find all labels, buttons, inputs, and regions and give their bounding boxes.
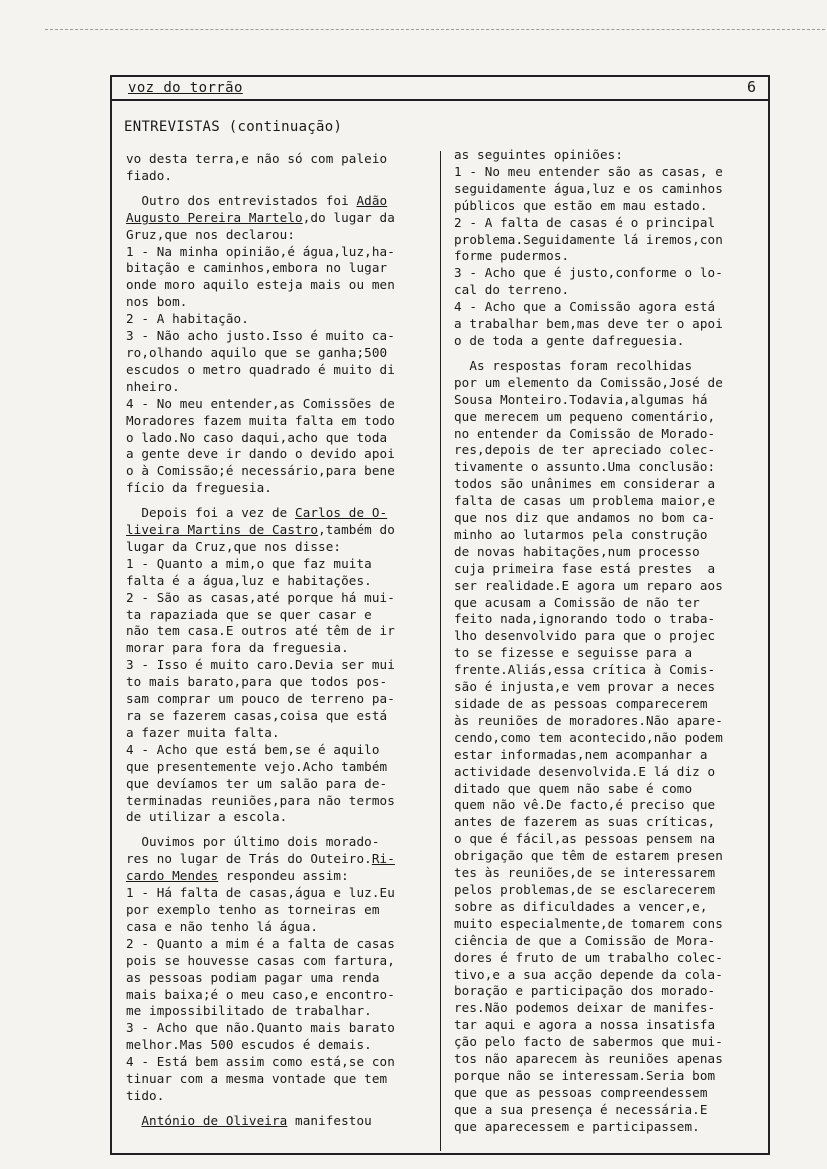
line-text: falta é a água,luz e habitações.: [126, 572, 372, 588]
text-line: [126, 1037, 431, 1054]
line-text: casa e não tenho lá água.: [126, 918, 319, 934]
line-text: a gente deve ir dando o devido apoi: [126, 446, 395, 462]
line-text: de novas habitações,num processo: [454, 543, 700, 559]
text-line: [126, 210, 431, 227]
left-column: [126, 151, 431, 1130]
line-text: 1 - No meu entender são as casas, e: [454, 163, 723, 179]
line-text: são é injusta,e vem provar a neces: [454, 679, 716, 695]
paragraph-gap: [126, 185, 431, 193]
line-text: 4 - Está bem assim como está,se con: [126, 1054, 395, 1070]
text-line: [126, 885, 431, 902]
text-line: [454, 747, 759, 764]
text-line: [126, 446, 431, 463]
line-text: muito especialmente,de tomarem cons: [454, 915, 723, 931]
line-text: manifestou: [287, 1112, 372, 1128]
line-text: por um elemento da Comissão,José de: [454, 374, 723, 390]
text-line: [126, 590, 431, 607]
underlined-name: Augusto Pereira Martelo: [126, 209, 303, 225]
line-text: todos são unânimes em considerar a: [454, 476, 716, 492]
line-text: a fazer muita falta.: [126, 724, 280, 740]
column-divider: [440, 151, 441, 1151]
text-line: [454, 1119, 759, 1136]
text-line: [454, 493, 759, 510]
line-text: ciência de que a Comissão de Mora-: [454, 932, 716, 948]
text-line: [126, 277, 431, 294]
text-line: [454, 248, 759, 265]
line-text: frente.Aliás,essa crítica à Comis-: [454, 662, 716, 678]
text-line: [454, 899, 759, 916]
line-text: que nos diz que andamos no bom ca-: [454, 510, 716, 526]
line-text: sobre as dificuldades a vencer,e,: [454, 898, 708, 914]
text-line: [454, 375, 759, 392]
text-line: [126, 1003, 431, 1020]
line-text: 1 - Quanto a mim,o que faz muita: [126, 555, 372, 571]
text-line: [126, 413, 431, 430]
text-line: [126, 708, 431, 725]
line-text: sam comprar um pouco de terreno pa-: [126, 691, 395, 707]
line-text: que presentemente vejo.Acho também: [126, 758, 388, 774]
text-line: [126, 463, 431, 480]
line-text: 2 - A habitação.: [126, 311, 249, 327]
line-text: ro,olhando aquilo que se ganha;500: [126, 344, 388, 360]
line-text: res no lugar de Trás do Outeiro.: [126, 851, 372, 867]
line-text: Sousa Monteiro.Todavia,algumas há: [454, 391, 708, 407]
line-text: escudos o metro quadrado é muito di: [126, 361, 395, 377]
line-text: que aparecessem e participassem.: [454, 1118, 700, 1134]
line-text: morar para fora da freguesia.: [126, 640, 349, 656]
line-text: nos bom.: [126, 294, 188, 310]
line-text: tos não aparecem às reuniões apenas: [454, 1051, 723, 1067]
text-line: [454, 781, 759, 798]
line-text: pois se houvesse casas com fartura,: [126, 952, 395, 968]
text-line: [454, 967, 759, 984]
text-line: [454, 713, 759, 730]
line-text: que a sua presença é necessária.E: [454, 1101, 708, 1117]
line-text: forme pudermos.: [454, 248, 570, 264]
text-line: [454, 696, 759, 713]
text-line: [126, 623, 431, 640]
text-line: [454, 442, 759, 459]
line-text: problema.Seguidamente lá iremos,con: [454, 231, 723, 247]
line-text: me impossibilitado de trabalhar.: [126, 1003, 372, 1019]
text-line: [454, 662, 759, 679]
page-number: 6: [746, 78, 756, 96]
text-line: [454, 198, 759, 215]
line-text: onde moro aquilo esteja mais ou men: [126, 277, 395, 293]
text-line: [454, 215, 759, 232]
text-line: [126, 480, 431, 497]
line-text: ser realidade.E agora um reparo aos: [454, 577, 723, 593]
text-line: [454, 1085, 759, 1102]
text-line: [454, 916, 759, 933]
text-line: [126, 953, 431, 970]
text-line: [454, 561, 759, 578]
line-text: quem não vê.De facto,é preciso que: [454, 797, 716, 813]
line-text: por exemplo tenho as torneiras em: [126, 901, 380, 917]
line-text: seguidamente água,luz e os caminhos: [454, 180, 723, 196]
text-line: [126, 396, 431, 413]
text-line: [126, 640, 431, 657]
line-text: Gruz,que nos declarou:: [126, 226, 296, 242]
text-line: [454, 459, 759, 476]
text-line: [454, 426, 759, 443]
text-line: [454, 882, 759, 899]
line-text: 3 - Isso é muito caro.Devia ser mui: [126, 657, 395, 673]
line-text: feito nada,ignorando todo o traba-: [454, 611, 716, 627]
text-line: [454, 950, 759, 967]
text-line: [126, 759, 431, 776]
text-line: [126, 936, 431, 953]
text-line: [126, 674, 431, 691]
line-text: pelos problemas,de se esclarecerem: [454, 881, 716, 897]
line-text: antes de fazerem as suas críticas,: [454, 814, 716, 830]
paragraph-gap: [454, 350, 759, 358]
line-text: no entender da Comissão de Morado-: [454, 425, 716, 441]
text-line: [126, 505, 431, 522]
line-text: to mais barato,para que todos pos-: [126, 674, 388, 690]
line-text: terminadas reuniões,para não termos: [126, 792, 395, 808]
line-text: res.Não podemos deixar de manifes-: [454, 1000, 716, 1016]
line-text: tinuar com a mesma vontade que tem: [126, 1071, 388, 1087]
line-text: cendo,como tem acontecido,não podem: [454, 729, 723, 745]
text-line: [454, 983, 759, 1000]
underlined-name: cardo Mendes: [126, 868, 219, 884]
line-text: que acusam a Comissão de não ter: [454, 594, 700, 610]
text-line: [126, 193, 431, 210]
text-line: [126, 151, 431, 168]
text-line: [454, 645, 759, 662]
line-text: Ouvimos por último dois morado-: [126, 834, 380, 850]
line-text: ,do lugar da: [302, 209, 395, 225]
text-line: [126, 851, 431, 868]
text-line: [126, 294, 431, 311]
line-text: o lado.No caso daqui,acho que toda: [126, 429, 388, 445]
line-text: minho ao lutarmos pela construção: [454, 526, 708, 542]
text-line: [454, 595, 759, 612]
text-line: [454, 147, 759, 164]
text-line: [454, 679, 759, 696]
line-text: Moradores fazem muita falta em todo: [126, 412, 395, 428]
line-text: nheiro.: [126, 378, 180, 394]
line-text: cal do terreno.: [454, 282, 570, 298]
text-line: [454, 333, 759, 350]
text-line: [126, 328, 431, 345]
text-line: [126, 522, 431, 539]
line-text: que devíamos ter um salão para de-: [126, 775, 388, 791]
line-text: fiado.: [126, 167, 173, 183]
page-frame: [110, 75, 770, 1155]
text-line: [126, 1071, 431, 1088]
line-text: ,também do: [318, 522, 395, 538]
text-line: [454, 232, 759, 249]
text-line: [126, 834, 431, 851]
line-text: estar informadas,nem acompanhar a: [454, 746, 708, 762]
line-text: cuja primeira fase está prestes a: [454, 560, 716, 576]
text-line: [126, 1020, 431, 1037]
text-line: [454, 1102, 759, 1119]
text-line: [126, 260, 431, 277]
text-line: [126, 1054, 431, 1071]
line-text: 1 - Na minha opinião,é água,luz,ha-: [126, 243, 395, 259]
line-text: tivamente o assunto.Uma conclusão:: [454, 459, 716, 475]
text-line: [454, 1017, 759, 1034]
text-line: [126, 809, 431, 826]
line-text: 3 - Acho que não.Quanto mais barato: [126, 1020, 395, 1036]
publication-title: voz do torrão: [128, 80, 243, 96]
line-text: o que é fácil,as pessoas pensem na: [454, 831, 716, 847]
text-line: [126, 776, 431, 793]
line-text: as seguintes opiniões:: [454, 147, 624, 162]
text-line: [126, 573, 431, 590]
text-line: [454, 865, 759, 882]
text-line: [454, 1000, 759, 1017]
line-text: as pessoas podiam pagar uma renda: [126, 969, 380, 985]
text-line: [454, 316, 759, 333]
line-text: lho desenvolvido para que o projec: [454, 628, 716, 644]
line-text: tar aqui e agora a nossa insatisfa: [454, 1017, 716, 1033]
line-text: 4 - Acho que está bem,se é aquilo: [126, 741, 380, 757]
text-line: [126, 1088, 431, 1105]
text-line: [454, 1051, 759, 1068]
line-text: não tem casa.E outros até têm de ir: [126, 623, 395, 639]
section-title: ENTREVISTAS (continuação): [124, 119, 343, 135]
text-line: [454, 578, 759, 595]
text-line: [454, 282, 759, 299]
text-line: [126, 379, 431, 396]
line-text: actividade desenvolvida.E lá diz o: [454, 763, 716, 779]
line-text: que que as pessoas compreendessem: [454, 1084, 708, 1100]
text-line: [126, 657, 431, 674]
line-text: tido.: [126, 1087, 165, 1103]
line-text: às reuniões de moradores.Não apare-: [454, 712, 723, 728]
text-line: [454, 265, 759, 282]
line-text: a trabalhar bem,mas deve ter o apoi: [454, 316, 723, 332]
line-text: Outro dos entrevistados foi: [126, 192, 357, 208]
line-text: 3 - Acho que é justo,conforme o lo-: [454, 265, 723, 281]
line-text: to se fizesse e seguisse para a: [454, 645, 693, 661]
text-line: [454, 611, 759, 628]
text-line: [126, 227, 431, 244]
line-text: 3 - Não acho justo.Isso é muito ca-: [126, 328, 395, 344]
text-line: [454, 510, 759, 527]
text-line: [126, 970, 431, 987]
line-text: sidade de as pessoas comparecerem: [454, 696, 708, 711]
text-line: [454, 476, 759, 493]
line-text: públicos que estão em mau estado.: [454, 197, 708, 213]
text-line: [454, 181, 759, 198]
line-text: 2 - Quanto a mim é a falta de casas: [126, 935, 395, 951]
text-line: [454, 730, 759, 747]
line-text: tes às reuniões,de se interessarem: [454, 865, 716, 881]
line-text: res,depois de ter apreciado colec-: [454, 442, 716, 458]
line-text: respondeu assim:: [218, 868, 349, 884]
line-text: melhor.Mas 500 escudos é demais.: [126, 1037, 372, 1053]
line-text: lugar da Cruz,que nos disse:: [126, 538, 342, 554]
line-text: 1 - Há falta de casas,água e luz.Eu: [126, 885, 395, 901]
line-text: de utilizar a escola.: [126, 809, 288, 825]
line-text: o à Comissão;é necessário,para bene: [126, 463, 395, 479]
line-text: falta de casas um problema maior,e: [454, 493, 716, 509]
text-line: [454, 358, 759, 375]
text-line: [126, 1113, 431, 1130]
line-text: mais baixa;é o meu caso,e encontro-: [126, 986, 395, 1002]
text-line: [454, 797, 759, 814]
text-line: [454, 848, 759, 865]
text-line: [126, 556, 431, 573]
text-line: [454, 628, 759, 645]
line-text: ção pelo facto de sabermos que mui-: [454, 1034, 723, 1050]
text-line: [126, 742, 431, 759]
line-text: 2 - São as casas,até porque há mui-: [126, 589, 395, 605]
line-text: bitação e caminhos,embora no lugar: [126, 260, 388, 276]
line-text: ditado que quem não sabe é como: [454, 780, 693, 796]
text-line: [126, 539, 431, 556]
text-line: [454, 164, 759, 181]
line-text: ta rapaziada que se quer casar e: [126, 606, 372, 622]
text-line: [126, 168, 431, 185]
line-text: ra se fazerem casas,coisa que está: [126, 708, 388, 723]
line-text: dores é fruto de um trabalho colec-: [454, 949, 723, 965]
underlined-name: liveira Martins de Castro: [126, 522, 319, 538]
line-text: obrigação que têm de estarem presen: [454, 848, 723, 864]
scan-edge-line: [45, 29, 825, 31]
paragraph-gap: [126, 826, 431, 834]
underlined-name: Adão: [356, 192, 388, 208]
line-text: fício da freguesia.: [126, 480, 272, 496]
underlined-name: Carlos de O-: [295, 505, 388, 521]
page-header: [112, 77, 768, 101]
paragraph-gap: [126, 497, 431, 505]
text-line: [126, 725, 431, 742]
line-text: o de toda a gente dafreguesia.: [454, 332, 685, 348]
text-line: [126, 311, 431, 328]
text-line: [454, 527, 759, 544]
line-text: 4 - Acho que a Comissão agora está: [454, 299, 716, 315]
text-line: [126, 793, 431, 810]
text-line: [126, 430, 431, 447]
text-line: [126, 868, 431, 885]
text-line: [126, 919, 431, 936]
paragraph-gap: [126, 1105, 431, 1113]
text-line: [126, 607, 431, 624]
text-line: [126, 244, 431, 261]
text-line: [454, 299, 759, 316]
text-line: [126, 691, 431, 708]
line-text: porque não se interessam.Seria bom: [454, 1067, 716, 1083]
line-text: 2 - A falta de casas é o principal: [454, 214, 716, 230]
text-line: [454, 1034, 759, 1051]
text-line: [454, 933, 759, 950]
text-line: [454, 814, 759, 831]
underlined-name: Ri-: [371, 851, 395, 867]
text-line: [454, 392, 759, 409]
line-text: que merecem um pequeno comentário,: [454, 408, 716, 424]
text-line: [126, 902, 431, 919]
right-column: [454, 147, 759, 1136]
text-line: [454, 831, 759, 848]
text-line: [454, 764, 759, 781]
line-text: tivo,e a sua acção depende da cola-: [454, 966, 723, 982]
line-text: [126, 1113, 141, 1128]
text-line: [126, 345, 431, 362]
line-text: 4 - No meu entender,as Comissões de: [126, 395, 395, 411]
text-line: [126, 362, 431, 379]
text-line: [126, 987, 431, 1004]
line-text: As respostas foram recolhidas: [454, 357, 693, 373]
underlined-name: António de Oliveira: [141, 1112, 288, 1128]
text-line: [454, 409, 759, 426]
line-text: Depois foi a vez de: [126, 505, 296, 521]
text-line: [454, 544, 759, 561]
text-line: [454, 1068, 759, 1085]
line-text: boração e participação dos morado-: [454, 983, 716, 999]
line-text: vo desta terra,e não só com paleio: [126, 151, 388, 166]
